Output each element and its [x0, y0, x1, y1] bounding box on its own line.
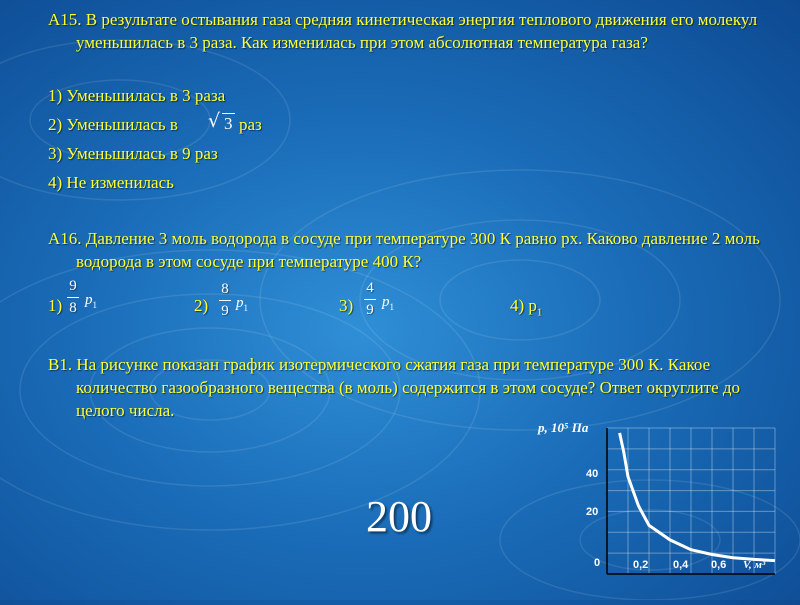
sqrt-symbol: √	[208, 110, 221, 132]
a15-option-3: 3) Уменьшилась в 9 раз	[48, 144, 218, 163]
question-a15: А15. В результате остывания газа средняя кинетическая энергия теплового движения его молекул уменьшилась в 3 раза. Как изменилась при этом абсолютная температура газа?	[48, 10, 758, 52]
a16-option-4	[510, 294, 542, 324]
variable-subscript: 1	[92, 300, 97, 310]
fraction-bar	[219, 300, 231, 301]
a16-option-1-variable	[85, 292, 97, 310]
variable-name: p	[236, 295, 244, 311]
fraction-numerator: 4	[366, 280, 374, 296]
fraction-denominator: 9	[221, 303, 229, 319]
x-tick-0-4: 0,4	[673, 559, 689, 571]
x-tick-0-6: 0,6	[711, 559, 727, 571]
fraction-bar	[67, 297, 79, 298]
a16-option-4-label: 4) p	[510, 296, 537, 315]
isotherm-graph	[530, 420, 780, 600]
x-axis-label: V, м³	[743, 559, 766, 571]
a16-option-2-fraction	[219, 281, 231, 320]
answer-text: 200	[366, 492, 432, 541]
a15-option-2-suffix: раз	[239, 115, 262, 134]
a16-option-3-fraction	[364, 280, 376, 319]
a16-option-2-label: 2)	[194, 296, 209, 315]
a15-option-4: 4) Не изменилась	[48, 173, 174, 192]
origin-label: 0	[594, 557, 601, 569]
a15-option-2	[48, 113, 178, 136]
y-tick-20: 20	[586, 506, 599, 518]
a16-option-1-label: 1)	[48, 296, 63, 315]
variable-name: p	[85, 292, 93, 308]
variable-name: p	[382, 294, 390, 310]
grid-layer	[607, 428, 775, 574]
variable-subscript: 1	[243, 303, 248, 313]
fraction-denominator: 8	[69, 300, 77, 316]
a16-option-1-fraction	[67, 278, 79, 317]
question-a16: А16. Давление 3 моль водорода в сосуде при температуре 300 К равно pх. Каково давление 2 моль водорода в этом сосуде при температуре 400 К?	[48, 229, 760, 271]
fraction-numerator: 8	[221, 281, 229, 297]
fraction-numerator: 9	[69, 278, 77, 294]
variable-subscript: 1	[389, 302, 394, 312]
question-b1: В1. На рисунке показан график изотермического сжатия газа при температуре 300 К. Какое количество газообразного вещества (в моль) содержится в этом сосуде? Ответ округлите до целого числа.	[48, 355, 741, 420]
a16-option-2-variable	[236, 295, 248, 313]
a16-option-3-label: 3)	[339, 296, 354, 315]
isotherm-graph-svg	[530, 420, 780, 600]
a15-option-1: 1) Уменьшилась в 3 раза	[48, 86, 226, 105]
y-tick-40: 40	[586, 468, 599, 480]
fraction-bar	[364, 299, 376, 300]
y-axis-label: p, 10⁵ Па	[538, 420, 589, 435]
a16-option-3-variable	[382, 294, 394, 312]
variable-subscript: 1	[536, 306, 543, 319]
x-tick-0-2: 0,2	[633, 559, 649, 571]
isotherm-curve	[620, 433, 775, 561]
sqrt-value: 3	[224, 114, 233, 133]
a15-option-2-label: 2) Уменьшилась в	[48, 115, 178, 134]
fraction-denominator: 9	[366, 302, 374, 318]
